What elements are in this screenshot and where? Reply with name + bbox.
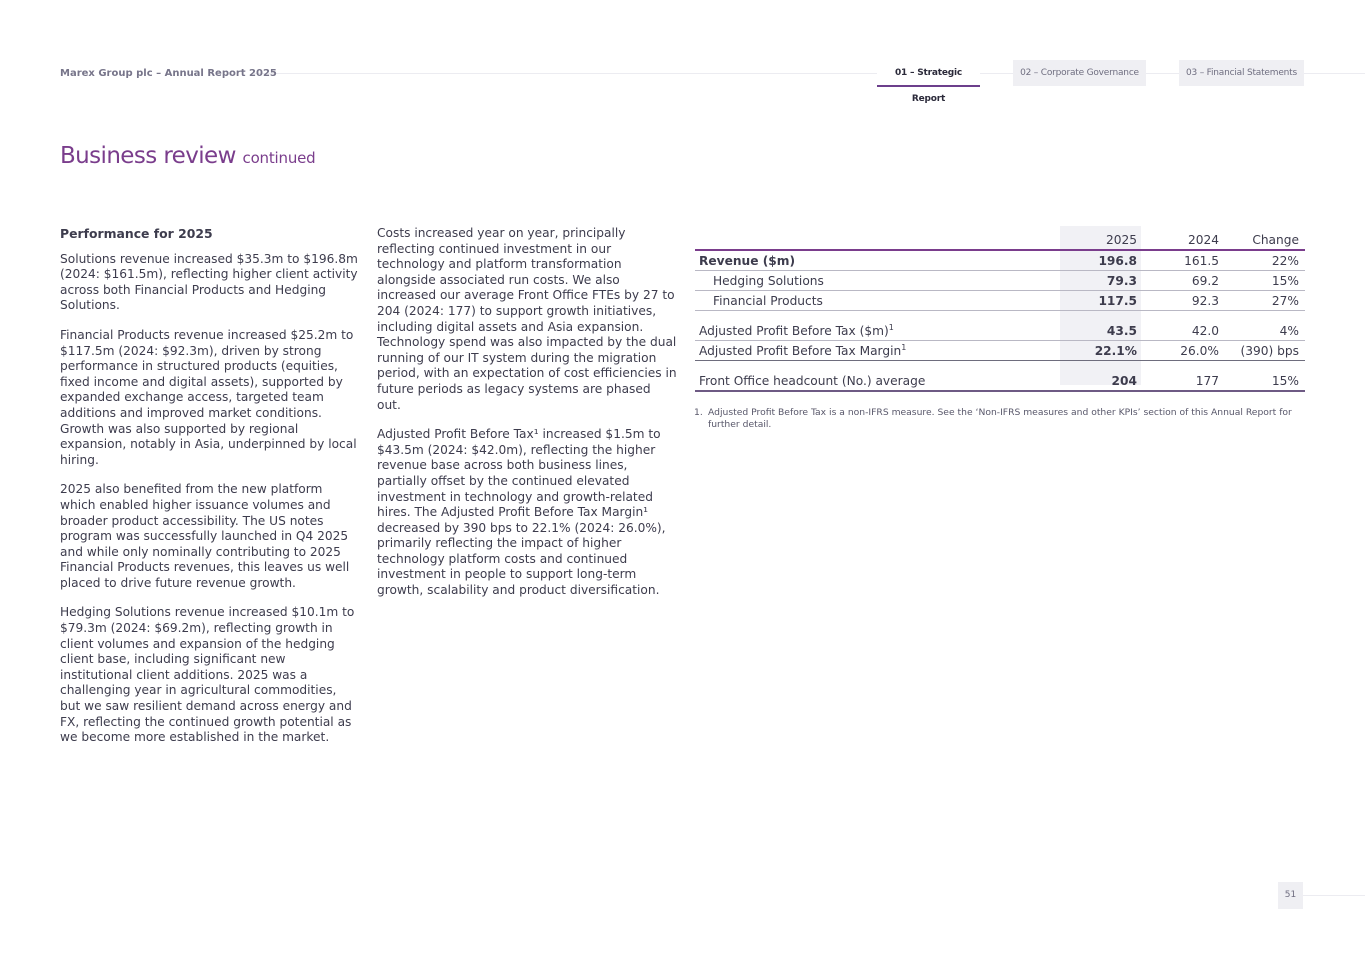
paragraph: Financial Products revenue increased $25.2m to $117.5m (2024: $92.3m), driven by strong performance in structured products (equities, fixed income and digital assets), supported by expanded exchange access, targeted team additions and improved market conditions. Growth was also supported by regional expansion, notably in Asia, underpinned by local hiring. [60,327,357,467]
cell-2025: 79.3 [1060,271,1141,291]
cell-2024: 177 [1141,371,1223,391]
cell-2025: 117.5 [1060,291,1141,311]
document-title: Marex Group plc – Annual Report 2025 [60,68,277,79]
row-label: Hedging Solutions [695,271,1060,291]
tab-financial-statements[interactable]: 03 – Financial Statements [1179,60,1304,86]
tab-corporate-governance[interactable]: 02 – Corporate Governance [1013,60,1146,86]
paragraph: Adjusted Profit Before Tax¹ increased $1.5m to $43.5m (2024: $42.0m), reflecting the higher revenue base across both business lines, partially offset by the continued elevated investment in technology and growth-related hires. The Adjusted Profit Before Tax Margin¹ decreased by 390 bps to 22.1% (2024: 26.0%), primarily reflecting the impact of higher technology platform costs and continued investment in people to support long-term growth, scalability and product diversification. [377,427,666,598]
footnote-text: Adjusted Profit Before Tax is a non-IFRS measure. See the ‘Non-IFRS measures and other KPIs’ section of this Annual Report for further detail. [708,407,1292,430]
table-row [695,371,1305,391]
column-header-change: Change [1252,232,1299,247]
paragraph: 2025 also benefited from the new platform which enabled higher issuance volumes and broader product accessibility. The US notes program was successfully launched in Q4 2025 and while only nominally contributing to 2025 Financial Products revenues, this leaves us well placed to drive future revenue growth. [60,482,350,590]
column-header-2025: 2025 [1105,232,1137,247]
table-spacer [695,311,1305,322]
footer-rule [1303,895,1365,896]
cell-2024: 161.5 [1141,250,1223,271]
row-label: Financial Products [695,291,1060,311]
row-label: Front Office headcount (No.) average [695,371,1060,391]
section-heading: Performance for 2025 [60,226,213,241]
cell-change: 15% [1223,371,1305,391]
paragraph: Solutions revenue increased $35.3m to $196.8m (2024: $161.5m), reflecting higher client activity across both Financial Products and Hedging Solutions. [60,251,358,313]
cell-change: 22% [1223,250,1305,271]
cell-2025: 204 [1060,371,1141,391]
column-header-2024: 2024 [1187,232,1219,247]
cell-2025: 22.1% [1060,341,1141,361]
paragraph: Hedging Solutions revenue increased $10.1m to $79.3m (2024: $69.2m), reflecting growth in client volumes and expansion of the hedging client base, including significant new institutional client additions. 2025 was a challenging year in agricultural commodities, but we saw resilient demand across energy and FX, reflecting the continued growth potential as we become more established in the market. [60,605,355,745]
row-label: Adjusted Profit Before Tax ($m)$^1$ [699,322,894,338]
row-label: Adjusted Profit Before Tax Margin$^1$ [695,341,1060,361]
kpi-table [695,226,1305,392]
row-label: Revenue ($m) [695,250,1060,271]
cell-change: 27% [1223,291,1305,311]
footnote-number: 1. [694,407,703,418]
table-row [695,341,1305,361]
cell-2024: 92.3 [1141,291,1223,311]
page-title-main: Business review [60,143,236,169]
tab-strategic-report[interactable]: 01 – Strategic Report [877,60,980,87]
footnote [694,407,1306,431]
footnote-marker: 1 [888,322,894,332]
cell-change: (390) bps [1223,341,1305,361]
table-spacer [695,361,1305,372]
page-title [60,143,315,169]
table-row [695,321,1305,341]
table-row [695,291,1305,311]
cell-2024: 26.0% [1141,341,1223,361]
table-row [695,250,1305,271]
paragraph: Costs increased year on year, principally reflecting continued investment in our technology and platform transformation alongside associated run costs. We also increased our average Front Office FTEs by 27 to 204 (2024: 177) to support growth initiatives, including digital assets and Asia expansion. Technology spend was also impacted by the dual running of our IT system during the migration period, with an expectation of cost efficiencies in future periods as legacy systems are phased out. [377,226,677,412]
cell-2025: 43.5 [1106,323,1137,338]
cell-2024: 69.2 [1141,271,1223,291]
table-header-row [695,226,1305,250]
cell-2024: 42.0 [1191,323,1219,338]
table-row [695,271,1305,291]
cell-2025: 196.8 [1060,250,1141,271]
text-column-middle [377,226,677,613]
page-number: 51 [1278,882,1303,909]
footnote-marker: 1 [901,342,907,352]
text-column-left [60,226,360,760]
page-title-suffix: continued [242,149,316,167]
cell-change: 4% [1279,323,1299,338]
cell-change: 15% [1223,271,1305,291]
